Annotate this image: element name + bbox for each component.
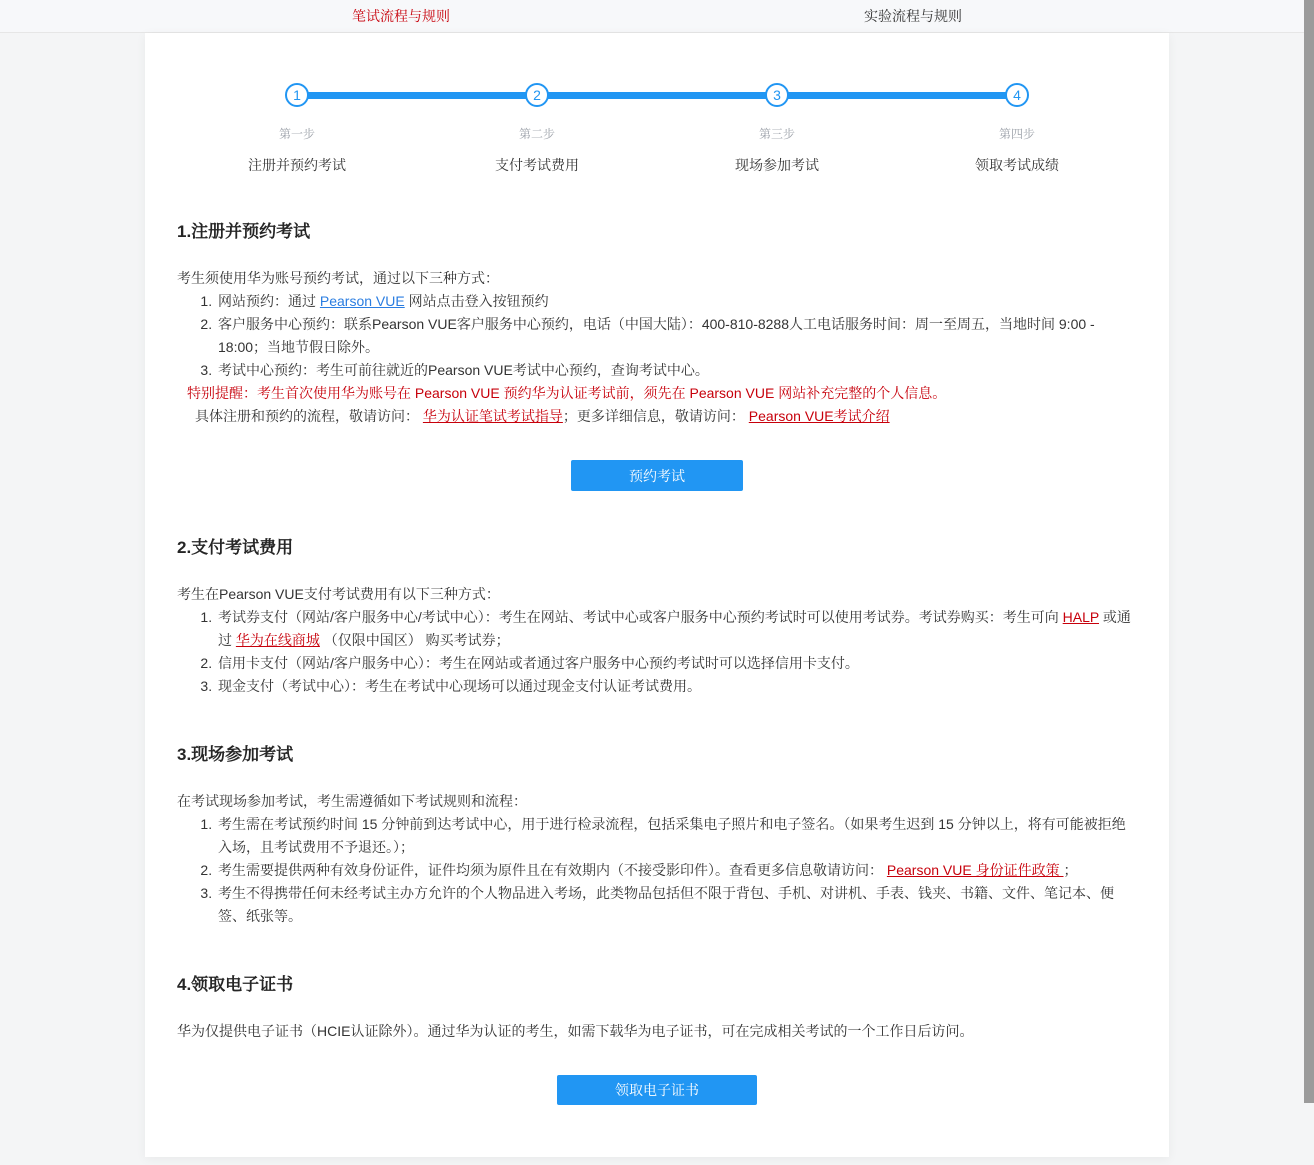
get-certificate-button[interactable]: 领取电子证书 — [557, 1075, 757, 1105]
step-1 — [177, 83, 417, 175]
section-3-list — [177, 813, 1137, 928]
section-1-list — [177, 290, 1137, 382]
list-item: 1. 考试券支付（网站/客户服务中心/考试中心）：考生在网站、考试中心或客户服务中心预约考试时可以使用考试券。考试券购买：考生可向 HALP 或通过 华为在线商城 （仅限中国区） 购买考试券； — [216, 606, 1137, 652]
list-item: 1. 网站预约：通过 Pearson VUE 网站点击登入按钮预约 — [216, 290, 1137, 313]
step-2 — [417, 83, 657, 175]
huawei-online-store-link[interactable]: 华为在线商城 — [236, 632, 320, 648]
section-1-heading: 1.注册并预约考试 — [177, 217, 1137, 242]
step-1-name: 注册并预约考试 — [177, 155, 417, 175]
section-2-intro: 考生在Pearson VUE支付考试费用有以下三种方式： — [177, 583, 1137, 606]
exam-process-stepper — [177, 33, 1137, 175]
step-4 — [897, 83, 1137, 175]
section-2-heading: 2.支付考试费用 — [177, 533, 1137, 558]
step-3-name: 现场参加考试 — [657, 155, 897, 175]
list-item: 3. 考试中心预约：考生可前往就近的Pearson VUE考试中心预约，查询考试中心。 — [216, 359, 1137, 382]
id-policy-link[interactable]: Pearson VUE 身份证件政策 — [887, 862, 1064, 878]
halp-link[interactable]: HALP — [1063, 609, 1099, 625]
tab-lab-exam-rules[interactable]: 实验流程与规则 — [657, 0, 1169, 32]
step-3-order-label: 第三步 — [657, 125, 897, 142]
section-4-heading: 4.领取电子证书 — [177, 970, 1137, 995]
pearson-vue-link[interactable]: Pearson VUE — [320, 293, 405, 309]
list-item: 2. 信用卡支付（网站/客户服务中心）：考生在网站或者通过客户服务中心预约考试时可以选择信用卡支付。 — [216, 652, 1137, 675]
guide-links-note: 具体注册和预约的流程，敬请访问： 华为认证笔试考试指导；更多详细信息，敬请访问： Pearson VUE考试介绍 — [177, 405, 1137, 428]
list-item: 2. 客户服务中心预约：联系Pearson VUE客户服务中心预约，电话（中国大陆）：400-810-8288人工电话服务时间：周一至周五，当地时间 9:00 - 18:00；当地节假日除外。 — [216, 313, 1137, 359]
section-2-list — [177, 606, 1137, 698]
get-certificate-button-row — [177, 1075, 1137, 1105]
written-exam-guide-link[interactable]: 华为认证笔试考试指导 — [423, 408, 563, 424]
special-reminder-note — [177, 382, 1137, 405]
section-pay-exam-fee — [177, 533, 1137, 698]
list-item: 1. 考生需在考试预约时间 15 分钟前到达考试中心，用于进行检录流程，包括采集电子照片和电子签名。（如果考生迟到 15 分钟以上，将有可能被拒绝入场，且考试费用不予退还。）； — [216, 813, 1137, 859]
section-attend-exam — [177, 740, 1137, 928]
vertical-scrollbar[interactable] — [1304, 0, 1314, 1103]
tab-group — [145, 0, 1169, 32]
step-2-circle: 2 — [525, 83, 549, 107]
section-3-heading: 3.现场参加考试 — [177, 740, 1137, 765]
step-3 — [657, 83, 897, 175]
section-4-intro: 华为仅提供电子证书（HCIE认证除外）。通过华为认证的考生，如需下载华为电子证书，可在完成相关考试的一个工作日后访问。 — [177, 1020, 1137, 1043]
section-3-intro: 在考试现场参加考试，考生需遵循如下考试规则和流程： — [177, 790, 1137, 813]
step-3-circle: 3 — [765, 83, 789, 107]
highlighted-text: 特别提醒：考生首次使用华为账号在 Pearson VUE 预约华为认证考试前，须先在 Pearson VUE 网站补充完整的个人信息。 — [187, 385, 946, 401]
list-item: 2. 考生需要提供两种有效身份证件，证件均须为原件且在有效期内（不接受影印件）。查看更多信息敬请访问： Pearson VUE 身份证件政策 ； — [216, 859, 1137, 882]
list-item: 3. 现金支付（考试中心）：考生在考试中心现场可以通过现金支付认证考试费用。 — [216, 675, 1137, 698]
pearson-vue-exam-intro-link[interactable]: Pearson VUE考试介绍 — [749, 408, 890, 424]
section-1-intro: 考生须使用华为账号预约考试，通过以下三种方式： — [177, 267, 1137, 290]
content-card — [145, 33, 1169, 1157]
step-4-name: 领取考试成绩 — [897, 155, 1137, 175]
section-get-certificate — [177, 970, 1137, 1105]
tab-written-exam-rules[interactable]: 笔试流程与规则 — [145, 0, 657, 32]
step-1-order-label: 第一步 — [177, 125, 417, 142]
list-item: 3. 考生不得携带任何未经考试主办方允许的个人物品进入考场，此类物品包括但不限于背包、手机、对讲机、手表、钱夹、书籍、文件、笔记本、便签、纸张等。 — [216, 882, 1137, 928]
step-2-order-label: 第二步 — [417, 125, 657, 142]
book-exam-button[interactable]: 预约考试 — [571, 460, 743, 491]
step-4-circle: 4 — [1005, 83, 1029, 107]
step-2-name: 支付考试费用 — [417, 155, 657, 175]
book-exam-button-row — [177, 460, 1137, 491]
step-4-order-label: 第四步 — [897, 125, 1137, 142]
section-register-and-book — [177, 217, 1137, 491]
step-1-circle: 1 — [285, 83, 309, 107]
top-tab-bar — [0, 0, 1314, 33]
